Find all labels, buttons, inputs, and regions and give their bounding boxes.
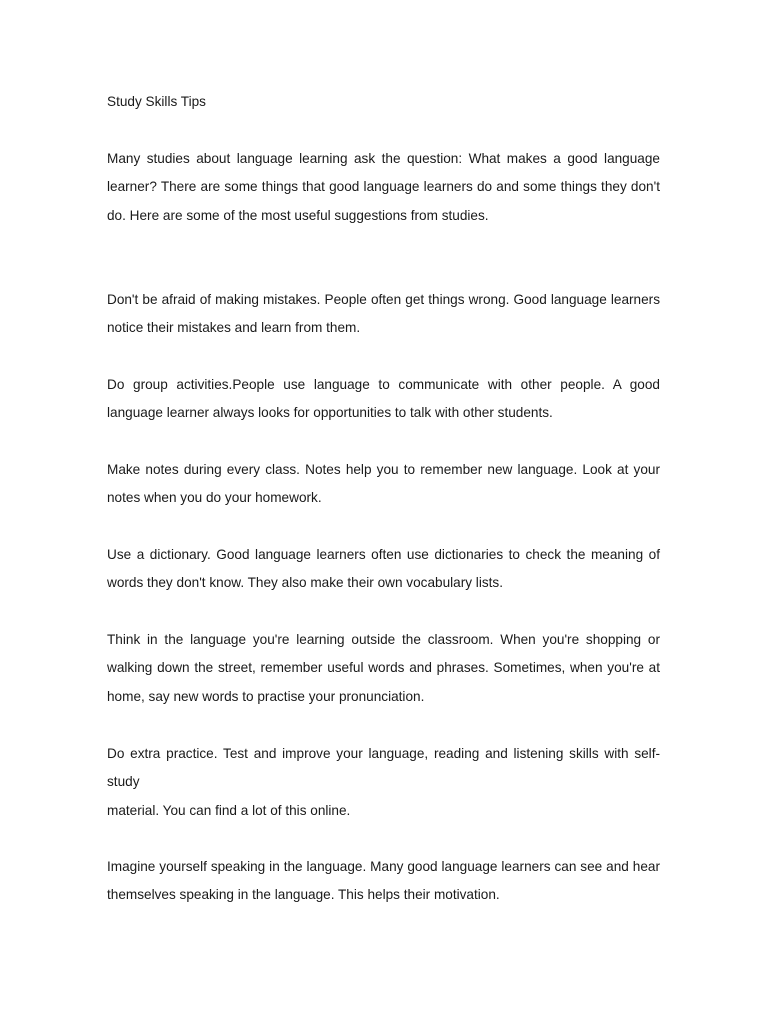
tip-paragraph-notes: Make notes during every class. Notes help you to remember new language. Look at your notes when you do your homework. — [107, 462, 660, 506]
tip-extra-practice-text: Do extra practice. Test and improve your language, reading and listening skills with self-study — [107, 746, 660, 790]
tip-paragraph-mistakes: Don't be afraid of making mistakes. People often get things wrong. Good language learners notice their mistakes and learn from them. — [107, 292, 660, 336]
document-title: Study Skills Tips — [107, 94, 206, 109]
intro-paragraph: Many studies about language learning ask the question: What makes a good language learner? There are some things that good language learners do and some things they don't do. Here are some of the most useful suggestions from studies. — [107, 151, 660, 223]
tip-paragraph-imagine: Imagine yourself speaking in the language. Many good language learners can see and hear themselves speaking in the language. This helps their motivation. — [107, 859, 660, 903]
tip-paragraph-think-in-language: Think in the language you're learning outside the classroom. When you're shopping or walking down the street, remember useful words and phrases. Sometimes, when you're at home, say new words to practise your pronunciation. — [107, 632, 660, 704]
tip-paragraph-extra-practice — [107, 740, 660, 825]
tip-paragraph-group-activities: Do group activities.People use language to communicate with other people. A good language learner always looks for opportunities to talk with other students. — [107, 377, 660, 421]
tip-paragraph-dictionary: Use a dictionary. Good language learners often use dictionaries to check the meaning of words they don't know. They also make their own vocabulary lists. — [107, 547, 660, 591]
tip-extra-practice-continuation: material. You can find a lot of this online. — [107, 802, 351, 818]
